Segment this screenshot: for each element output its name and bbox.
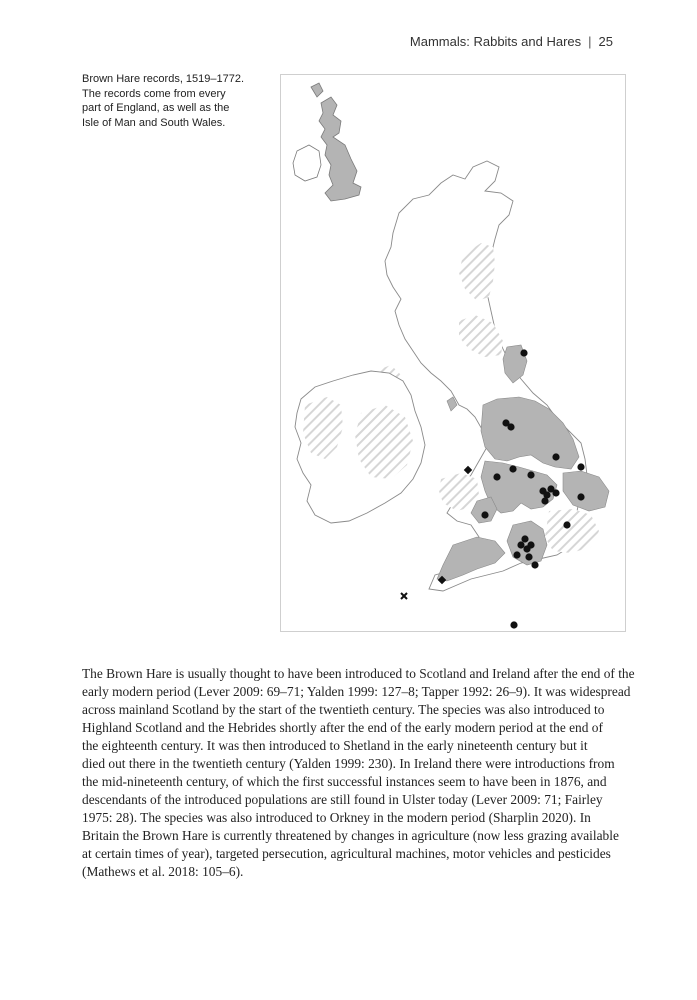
section-title: Mammals: Rabbits and Hares	[409, 34, 582, 49]
running-header	[410, 34, 613, 49]
paragraph-line: early modern period (Lever 2009: 69–71; Yalden 1999: 127–8; Tapper 1992: 26–9). It was widespread	[82, 684, 631, 699]
record-cross-marker	[401, 593, 407, 599]
record-circle-marker	[531, 561, 538, 568]
record-circle-marker	[517, 541, 524, 548]
header-separator: |	[588, 34, 592, 49]
paragraph-line: died out there in the twentieth century (Yalden 1999: 230). In Ireland there were introductions from	[82, 756, 615, 771]
paragraph-line: The Brown Hare is usually thought to have been introduced to Scotland and Ireland after the end of the	[82, 666, 635, 681]
caption-line: The records come from every	[82, 87, 226, 100]
record-circle-marker	[481, 511, 488, 518]
record-circle-marker	[577, 463, 584, 470]
record-circle-marker	[552, 489, 559, 496]
caption-line: part of England, as well as the	[82, 102, 230, 114]
paragraph-line: the eighteenth century. It was then introduced to Shetland in the early nineteenth century but it	[82, 738, 588, 753]
paragraph-line: at certain times of year), targeted persecution, agricultural machines, motor vehicles and pesticides	[82, 846, 611, 861]
record-circle-marker	[513, 551, 520, 558]
paragraph-line: Highland Scotland and the Hebrides shortly after the end of the early modern period at the end of	[82, 720, 603, 735]
record-circle-marker	[541, 497, 548, 504]
record-circle-marker	[552, 453, 559, 460]
record-circle-marker	[577, 493, 584, 500]
record-circle-marker	[493, 473, 500, 480]
paragraph-line: 1975: 28). The species was also introduced to Orkney in the modern period (Sharplin 2020). In	[82, 810, 591, 825]
paragraph-line: across mainland Scotland by the start of the twentieth century. The species was also introduced to	[82, 702, 605, 717]
inset-ireland	[293, 145, 321, 181]
record-circle-marker	[509, 465, 516, 472]
page-number: 25	[598, 34, 613, 49]
record-circle-marker	[527, 541, 534, 548]
body-paragraph	[82, 665, 635, 881]
inset-map	[293, 83, 361, 201]
paragraph-line: Britain the Brown Hare is currently threatened by changes in agriculture (now less grazing available	[82, 828, 619, 843]
map-figure	[280, 74, 626, 632]
record-circle-marker	[507, 423, 514, 430]
record-diamond-marker	[464, 466, 472, 474]
paragraph-line: the mid-nineteenth century, of which the first successful instances seem to have been in 1876, and	[82, 774, 607, 789]
paragraph-line: descendants of the introduced populations are still found in Ulster today (Lever 2009: 71; Fairley	[82, 792, 603, 807]
hatched-south-england	[545, 509, 599, 553]
caption-line: Isle of Man and South Wales.	[82, 116, 226, 129]
inset-great-britain	[319, 97, 361, 201]
caption-line: Brown Hare records, 1519–1772.	[82, 73, 245, 85]
inset-scotland-north	[311, 83, 323, 97]
record-circle-marker	[521, 535, 528, 542]
record-circle-marker	[563, 521, 570, 528]
paragraph-line: (Mathews et al. 2018: 105–6).	[82, 864, 244, 879]
record-circle-marker	[520, 349, 527, 356]
record-circle-marker	[525, 553, 532, 560]
record-circle-marker	[510, 621, 517, 628]
british-isles-map	[281, 75, 625, 631]
record-circle-marker	[527, 471, 534, 478]
figure-caption	[82, 72, 262, 130]
